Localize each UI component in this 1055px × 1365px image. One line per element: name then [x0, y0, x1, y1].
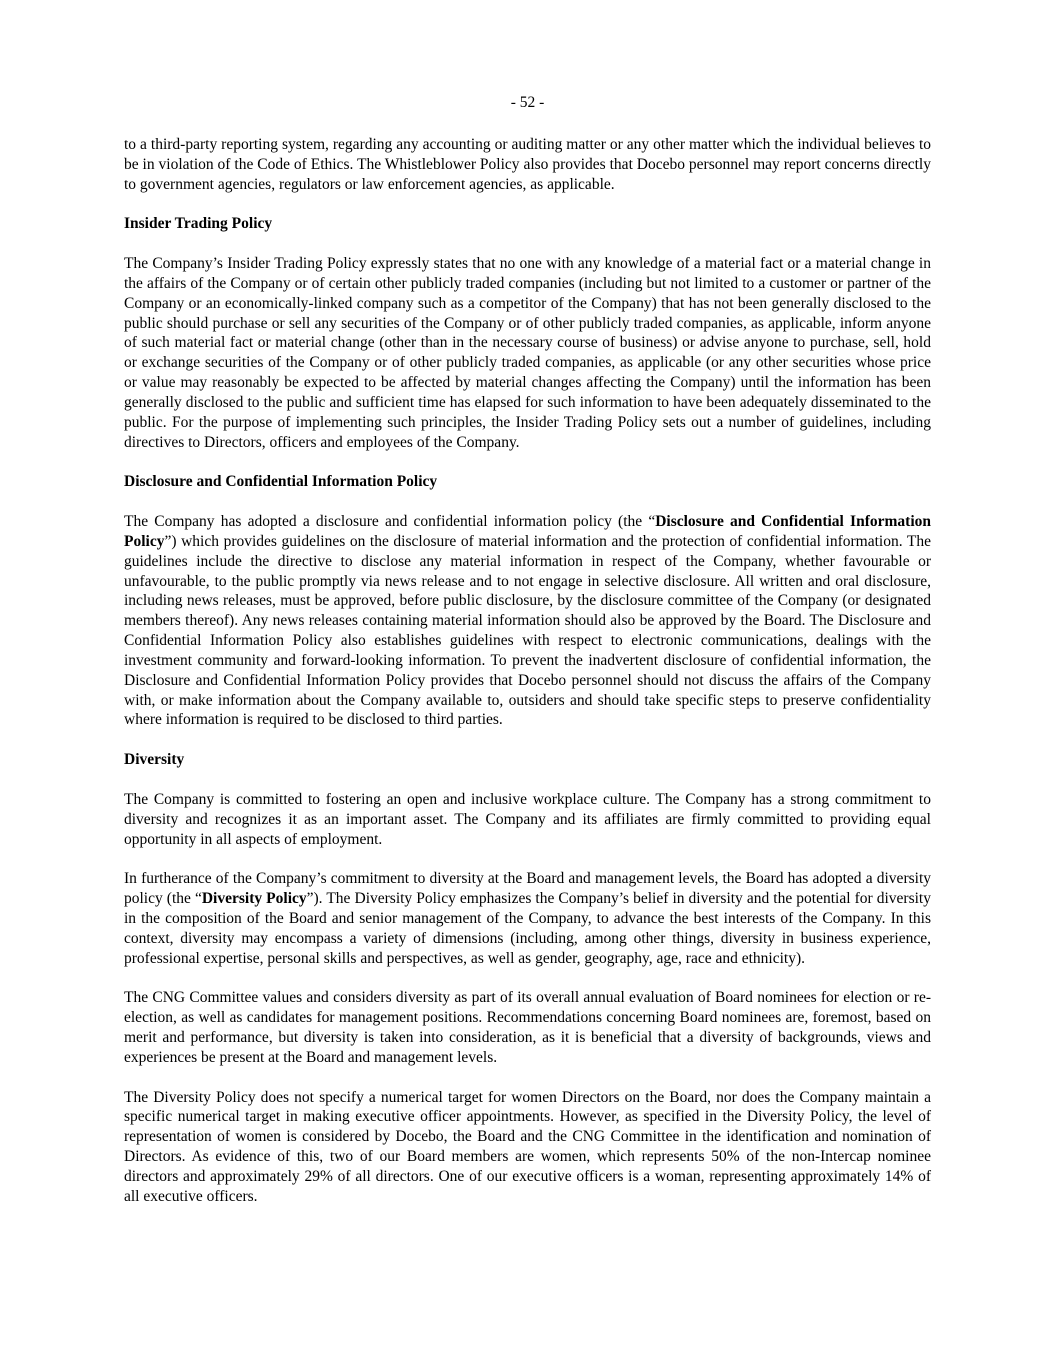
paragraph-diversity-4: The Diversity Policy does not specify a numerical target for women Directors on the Board, nor does the Company maintain a specific numerical target in making executive officer appointments. However, as specified in the Diversity Policy, the level of representation of women is considered by Docebo, the Board and the CNG Committee in the identification and nomination of Directors. As evidence of this, two of our Board members are women, which represents 50% of the non-Intercap nominee directors and approximately 29% of all directors. One of our executive officers is a woman, representing approximately 14% of all executive officers. [124, 1088, 931, 1205]
text: The Company has adopted a disclosure and confidential information policy (the “ [124, 513, 656, 531]
text: In furtherance of the Company’s commitment to diversity at the Board and management levels, the Board has adopted a diversity policy (the “ [124, 870, 931, 908]
text: ”). The Diversity Policy emphasizes the Company’s belief in diversity and the potential for diversity in the composition of the Board and senior management of the Company, to advance the best interests of the Company. In this context, diversity may encompass a variety of dimensions (including, among other things, diversity in business experience, professional expertise, personal skills and perspectives, as well as gender, geography, age, race and ethnicity). [124, 890, 931, 967]
paragraph-diversity-1: The Company is committed to fostering an open and inclusive workplace culture. The Company has a strong commitment to diversity and recognizes it as an important asset. The Company and its affiliates are firmly committed to providing equal opportunity in all aspects of employment. [124, 790, 931, 848]
heading-diversity: Diversity [124, 751, 185, 769]
paragraph-diversity-3: The CNG Committee values and considers diversity as part of its overall annual evaluation of Board nominees for election or re-election, as well as candidates for management positions. Recommendations concerning Board nominees are, foremost, based on merit and performance, but diversity is taken into consideration, as it is beneficial that a diversity of backgrounds, views and experiences be present at the Board and management levels. [124, 989, 931, 1066]
defined-term: Diversity Policy [201, 890, 307, 908]
document-body [124, 135, 931, 1226]
text: ”) which provides guidelines on the disclosure of material information and the protection of confidential information. The guidelines include the directive to disclose any material information in respect of the Company, whether favourable or unfavourable, to the public promptly via news release and to not engage in selective disclosure. All written and oral disclosure, including news releases, must be approved, before public disclosure, by the disclosure committee of the Company (or designated members thereof). Any news releases containing material information should also be approved by the Board. The Disclosure and Confidential Information Policy also establishes guidelines with respect to electronic communications, dealings with the investment community and forward-looking information. To prevent the inadvertent disclosure of confidential information, the Disclosure and Confidential Information Policy provides that Docebo personnel should not discuss the affairs of the Company with, or make information about the Company available to, outsiders and should take specific steps to preserve confidentiality where information is required to be disclosed to third parties. [124, 532, 931, 729]
paragraph-insider-trading: The Company’s Insider Trading Policy expressly states that no one with any knowledge of a material fact or a material change in the affairs of the Company or of certain other publicly traded companies (including but not limited to a customer or partner of the Company or an economically-linked company such as a competitor of the Company) that has not been generally disclosed to the public should purchase or sell any securities of the Company or of other publicly traded companies, as applicable, inform anyone of such material fact or material change (other than in the necessary course of business) or advise anyone to purchase, sell, hold or exchange securities of the Company or of other publicly traded companies, as applicable (or any other securities whose price or value may reasonably be expected to be affected by material changes affecting the Company) until the information has been generally disclosed to the public and sufficient time has elapsed for such information to have been adequately disseminated to the public. For the purpose of implementing such principles, the Insider Trading Policy sets out a number of guidelines, including directives to Directors, officers and employees of the Company. [124, 255, 931, 451]
paragraph-disclosure [124, 512, 931, 730]
heading-disclosure-policy: Disclosure and Confidential Information Policy [124, 473, 438, 491]
defined-term: Disclosure and Confidential Information Policy [124, 513, 931, 550]
heading-insider-trading-policy: Insider Trading Policy [124, 215, 273, 233]
paragraph-diversity-2 [124, 869, 931, 968]
paragraph-whistleblower-continued: to a third-party reporting system, regarding any accounting or auditing matter or any other matter which the individual believes to be in violation of the Code of Ethics. The Whistleblower Policy also provides that Docebo personnel may report concerns directly to government agencies, regulators or law enforcement agencies, as applicable. [124, 136, 931, 193]
page-number: - 52 - [510, 94, 545, 111]
